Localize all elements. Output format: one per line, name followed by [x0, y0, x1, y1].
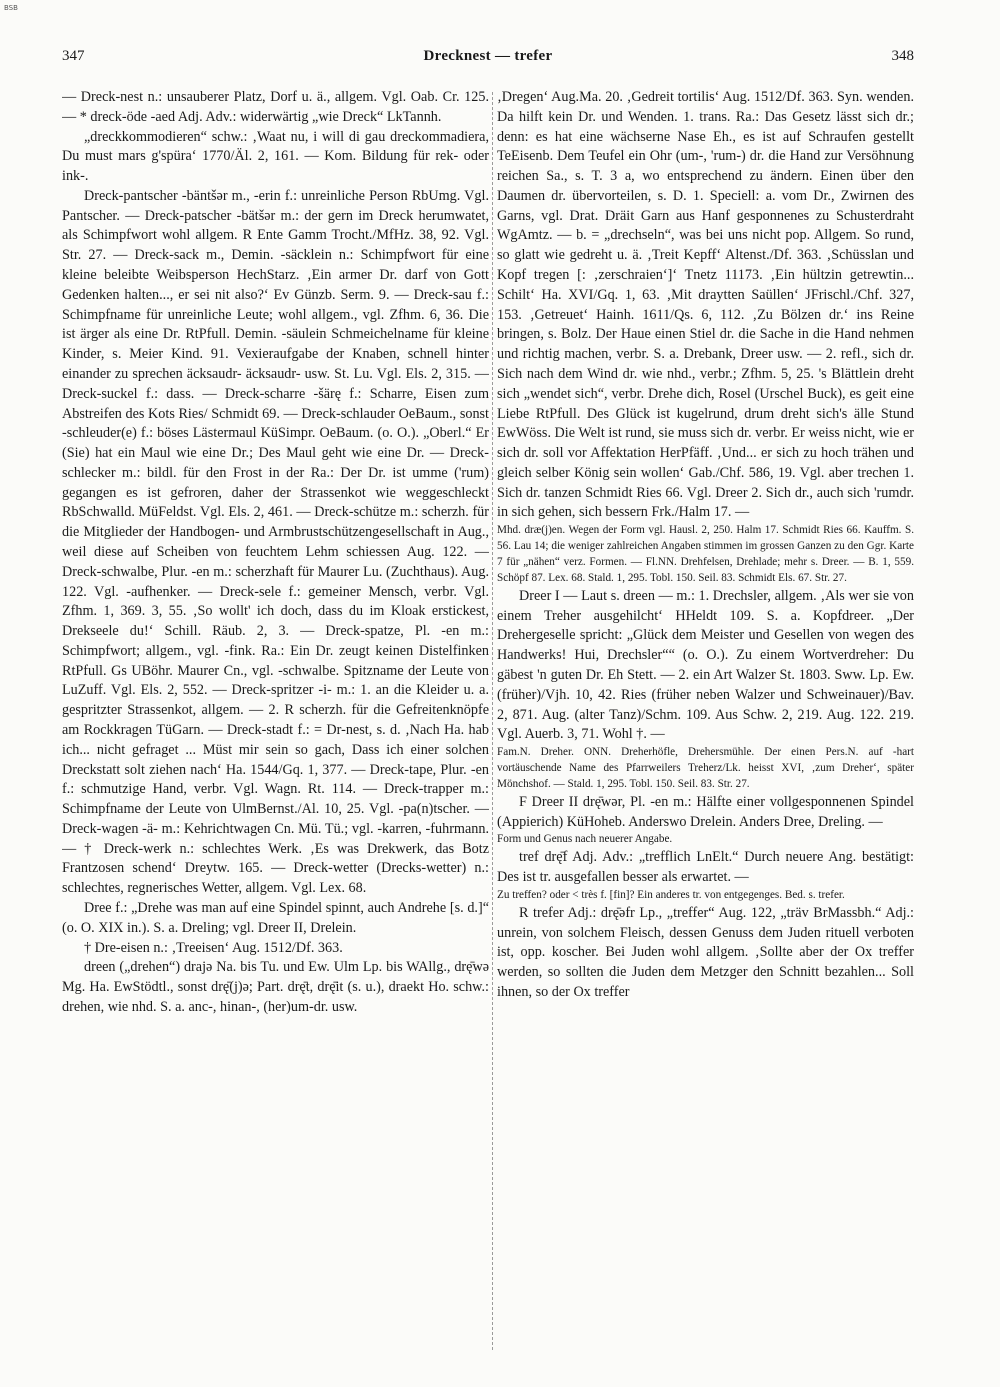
- entry-dreer-2: F Dreer II drę̄wər, Pl. -en m.: Hälfte einer vollgesponnenen Spindel (Appierich) KüHoheb. Anderswo Drelein. Anders Dree, Dreling. —: [497, 793, 914, 830]
- right-column: [497, 88, 914, 1358]
- entry-dreen-continued: ‚Dregen‘ Aug.Ma. 20. ‚Gedreit tortilis‘ Aug. 1512/Df. 363. Syn. wenden. Da hilft kein Dr. und Wenden. 1. trans. Ra.: Das Gesetz lässt sich dr.; denn: es hat eine wächserne Nase Eh., es ist auf Schraufen gestellt TeEisenb. Dem Teufel ein Ohr (um-, 'rum-) dr. die Hand zur Versöhnung reichen Sa., s. T. 3 a, wo entsprechend zu ändern. Einen über den Daumen dr. übervorteilen, s. D. 1. Speciell: a. vom Dr., Zwirnen des Garns, vgl. Drat. Dräit Garn aus Hanf gesponnenes zu Schusterdraht WgAmtz. — b. = „drechseln“, was bei uns nicht pop. Allgem. So rund, so glatt wie gedreht u. ä. ‚Treit Kepff‘ Altenst./Df. 363. ‚Schüsslan und Kopf tregen [: ‚zerschraien‘]‘ Tnetz 11173. ‚Ein hültzin getrewtin... Schilt‘ Ha. XVI/Gq. 1, 63. ‚Mit draytten Saüllen‘ JFrischl./Chf. 327, 153. ‚Getreuet‘ Hainh. 1611/Qs. 6, 112. ‚Zu Bölzen dr.‘ ins Reine bringen, s. Bolz. Der Haue einen Stiel dr. die Sache in die Hand nehmen und richtig machen, verbr. S. a. Drebank, Dreer usw. — 2. refl., sich dr. Sich nach dem Wind dr. wie nhd., verbr.; Zfhm. 5, 25. 's Blättlein dreht sich „wendet sich“, verbr. Drehe dich, Rosel (Urschel Buck), es geit eine Liebe RtPfull. Des Glück ist kugelrund, drum dreht sich's älle Stund EwWöss. Die Welt ist rund, sie muss sich dr. verbr. Er weiss nicht, wie er sich dr. soll vor Affektation HerPfäff. ‚Und... er sich zu hoch trähen und gleich selber König sein wollen‘ Gab./Chf. 586, 19. Vgl. aber trechen 1. Sich dr. tanzen Schmidt Ries 66. Vgl. Dreer 2. Sich dr., auch sich 'rumdr. in sich gehen, sich bessern Frk./Halm 17. —: [497, 89, 914, 521]
- left-column: [62, 88, 489, 1358]
- entry-dreck-nest: — Dreck-nest n.: unsauberer Platz, Dorf u. ä., allgem. Vgl. Oab. Cr. 125. — * dreck-öde -aed Adj. Adv.: widerwärtig „wie Dreck“ LkTannh.: [62, 89, 489, 125]
- page-header: [62, 48, 914, 70]
- entry-dreen: dreen („drehen“) drajə Na. bis Tu. und Ew. Ulm Lp. bis WAllg., drę̄wə Mg. Ha. EwStödtl., sonst drę̄(j)ə; Part. drę̄t, drę̄it (s. u.), draekt Ho. schw.: drehen, wie nhd. S. a. anc-, hinan-, (her)um-dr. usw.: [62, 959, 489, 1015]
- entry-dreckkommodieren: „dreckkommodieren“ schw.: ‚Waat nu, i will di gau dreckommadiera, Du must mars g'spüra‘ 1770/Äl. 2, 161. — Kom. Bildung für rek- oder ink-.: [62, 128, 489, 185]
- entry-dreck-pantscher: Dreck-pantscher -bäntšər m., -erin f.: unreinliche Person RbUmg. Vgl. Pantscher. — Dreck-patscher -bätšər m.: der gern im Dreck herumwatet, als Schimpfwort wohl allgem. R Ente Gamm Trocht./MfHz. 38, 92. Vgl. Str. 27. — Dreck-sack m., Demin. -säcklein n.: Schimpfwort für eine kleine beleibte Weibsperson HechStarz. ‚Ein armer Dr. darf von Gott Gedenken halten..., er sei nit also?‘ Ev Günzb. Serm. 9. — Dreck-sau f.: Schimpfname für unreinliche Leute; wohl allgem., vgl. Zfhm. 6, 36. Die ist ärger als eine Dr. RtPfull. Demin. -säulein Schmeichelname für kleine Kinder, s. Meier Kind. 91. Vexieraufgabe der Knaben, schnell hinter einander zu sprechen äcksaudr- äcksaudr- usw. St. Lu. Vgl. Els. 2, 315. — Dreck-suckel f.: dass. — Dreck-scharre -šärę f.: Scharre, Eisen zum Abstreifen des Kots Ries/ Schmidt 69. — Dreck-schlauder OeBaum., sonst -schleuder(e) f.: böses Lästermaul KüSimpr. OeBaum. (o. O.). „Oberl.“ Er (Sie) hat ein Maul wie eine Dr.; Des Maul geht wie eine Dr. — Dreck-schlecker m.: bildl. für den Frost in der Ra.: Der Dr. ist umme ('rum) gegangen es ist gefroren, daher der Strassenkot wie weggeschleckt RbSchwalld. MüFeldst. Vgl. Els. 2, 461. — Dreck-schütze m.: scherzh. für die Mitglieder der Handbogen- und Armbrustschützengesellschaft in Aug., weil diese auf Scheiben von feuchtem Lehm schiessen Aug. 122. — Dreck-schwalbe, Plur. -en m.: scherzhaft für Maurer Lu. (Zuchthaus). Aug. 122. Vgl. -aufhenker. — Dreck-sele f.: gemeiner Mensch, verbr. Vgl. Zfhm. 1, 369. 3, 55. ‚So wollt' ich doch, dass du im Kloak erstickest, Drekseele du!‘ Schill. Räub. 2, 3. — Dreck-spatze, Pl. -en m.: Schimpfwort; allgem., vgl. -fink. Ra.: Ein Dr. zeugt keinen Distelfinken RtPfull. Gs UBöhr. Maurer Cn., vgl. -schwalbe. Spitzname der Leute von LuZuff. Vgl. Els. 2, 552. — Dreck-spritzer -i- m.: 1. an die Kleider u. a. gespritzter Strassenkot, allgem. — 2. R scherzh. für die Gefreitenknöpfe am Rockkragen TüGarn. — Dreck-stadt f.: = Dr-nest, s. d. ‚Nach Ha. hab ich... nicht gefraget ... Müst mir sein so gach, Dass ich einer solchen Dreckstatt solt ziehen nach‘ Ha. 1544/Gq. 1, 377. — Dreck-tape, Plur. -en f.: schmutzige Hand, verbr. Vgl. Wagn. Rt. 114. — Dreck-trapper m.: Schimpfname der Leute von UlmBernst./Al. 10, 25. Vgl. -pa(n)tscher. — Dreck-wagen -ä- m.: Kehrichtwagen Cn. Mü. Tü.; vgl. -karren, -fuhrmann. — † Dreck-werk n.: schlechtes Werk. ‚Es was Drekwerk, das Botz Frantzosen schend‘ Dreytw. 165. — Dreck-wetter (Drecks-wetter) n.: schlechtes, regnerisches Wetter, allgem. Vgl. Lex. 68.: [62, 187, 489, 897]
- page-number-right: 348: [891, 48, 914, 64]
- entry-dreer-1: Dreer I — Laut s. dreen — m.: 1. Drechsler, allgem. ‚Als wer sie von einem Treher ausgehilcht‘ HHeldt 109. S. a. Kopfdreer. „Der Drehergeselle spricht: „Glück dem Meister und Gesellen von wegen des Handwerks! Hui, Drechsler““ (o. O.). Zu einem Wortverdreher: Du gäbest 'n guten Dr. Eh Stett. — 2. ein Art Walzer St. 1803. Sww. Lp. Ew. (früher)/Vjh. 10, 42. Ries (früher neben Walzer und Schweinauer)/Bav. 2, 871. Aug. (alter Tanz)/Schm. 109. Aus Schw. 2, 219. Aug. 122. 219. Vgl. Auerb. 3, 71. Wohl †. —: [497, 587, 914, 743]
- entry-tref: tref drę̄f Adj. Adv.: „trefflich LnElt.“ Durch neuere Ang. bestätigt: Des ist tr. ausgefallen besser als erwartet. —: [497, 849, 914, 886]
- note-dreer-2: Form und Genus nach neuerer Angabe.: [497, 833, 673, 846]
- note-tref: Zu treffen? oder < très f. [fin]? Ein anderes tr. von entgegenges. Bed. s. trefer.: [497, 888, 845, 901]
- entry-trefer: R trefer Adj.: drę̄əfr Lp., „treffer“ Aug. 122, „träv BrMassbh.“ Adj.: unrein, von solchem Fleisch, dessen Genuss dem Juden rituell verboten ist, opp. koscher. Bei Juden wohl allgem. ‚Sollte aber der Ox treffer werden, so sollten die Juden dem Metzger den Schnitt bezahlen... Soll ihnen, so der Ox treffer: [497, 904, 914, 1000]
- entry-dree: Dree f.: „Drehe was man auf eine Spindel spinnt, auch Andrehe [s. d.]“ (o. O. XIX in.). S. a. Dreling; vgl. Dreer II, Drelein.: [62, 900, 489, 936]
- note-dreen: Mhd. dræ(j)en. Wegen der Form vgl. Hausl. 2, 250. Halm 17. Schmidt Ries 66. Kauffm. S. 56. Lau 14; die weniger zahlreichen Angaben stimmen im grossen Ganzen zu den Ggr. Karte 7 für „nähen“ verz. Formen. — Fl.NN. Drehfelsen, Drehlade; mehr s. Dreer. — B. 1, 559. Schöpf 87. Lex. 68. Stald. 1, 295. Tobl. 150. Seil. 83. Schmidt Els. 67. Str. 27.: [497, 524, 914, 584]
- entry-dre-eisen: † Dre-eisen n.: ‚Treeisen‘ Aug. 1512/Df. 363.: [84, 939, 343, 956]
- library-mark: BSB: [4, 4, 18, 12]
- page-number-left: 347: [62, 48, 85, 64]
- running-head: Drecknest — trefer: [423, 48, 553, 64]
- note-dreer-1: Fam.N. Dreher. ONN. Dreherhöfle, Drehersmühle. Der einen Pers.N. auf -hart vortäuschende Name des Pfarrweilers Treherz/Lk. heisst XVI, ‚zum Dreher‘, später Mönchshof. — Stald. 1, 295. Tobl. 150. Seil. 83. Str. 27.: [497, 746, 914, 790]
- column-divider: [492, 92, 493, 1350]
